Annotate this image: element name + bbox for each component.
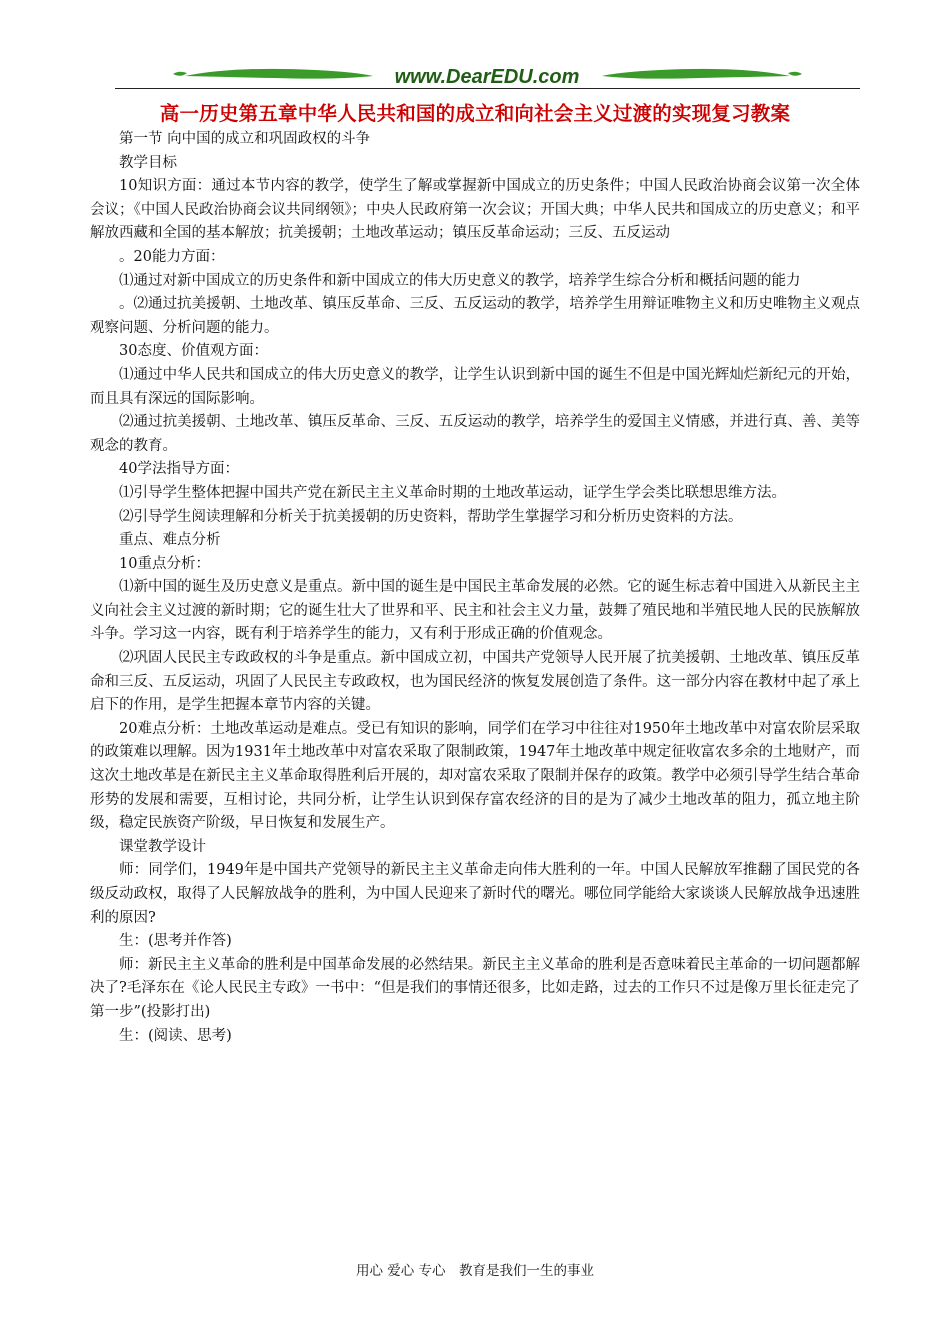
paragraph: ⑴新中国的诞生及历史意义是重点。新中国的诞生是中国民主革命发展的必然。它的诞生标志着中国进入从新民主主义向社会主义过渡的新时期；它的诞生壮大了世界和平、民主和社会主义力量，鼓舞了殖民地和半殖民地人民的民族解放斗争。学习这一内容，既有利于培养学生的能力，又有利于形成正确的价值观念。: [90, 579, 860, 643]
dialogue-teacher: 师：同学们，1949年是中国共产党领导的新民主主义革命走向伟大胜利的一年。中国人民解放军推翻了国民党的各级反动政权，取得了人民解放战争的胜利，为中国人民迎来了新时代的曙光。哪位同学能给大家谈谈人民解放战争迅速胜利的原因?: [90, 862, 860, 926]
paragraph: ⑴通过对新中国成立的历史条件和新中国成立的伟大历史意义的教学，培养学生综合分析和概括问题的能力: [119, 272, 801, 289]
subheading-method: 40学法指导方面：: [119, 461, 239, 478]
page-footer: 用心 爱心 专心 教育是我们一生的事业: [355, 1263, 595, 1279]
subheading-attitude: 30态度、价值观方面：: [119, 343, 268, 360]
section-heading: 第一节 向中国的成立和巩固政权的斗争: [119, 131, 371, 147]
site-url-text: www.DearEDU.com: [394, 66, 580, 88]
paragraph: ⑵通过抗美援朝、土地改革、镇压反革命、三反、五反运动的教学，培养学生的爱国主义情感，并进行真、善、美等观念的教育。: [90, 414, 860, 454]
paragraph: 10知识方面：通过本节内容的教学，使学生了解或掌握新中国成立的历史条件；中国人民政治协商会议第一次全体会议；《中国人民政治协商会议共同纲领》；中央人民政府第一次会议；开国大典；中华人民共和国成立的历史意义；和平解放西藏和全国的基本解放；抗美援朝；土地改革运动；镇压反革命运动；三反、五反运动: [90, 178, 860, 242]
document-body: [90, 128, 860, 1048]
dialogue-student: 生：(阅读、思考): [119, 1027, 232, 1044]
subheading-class-design: 课堂教学设计: [119, 838, 206, 855]
paragraph: ⑴通过中华人民共和国成立的伟大历史意义的教学，让学生认识到新中国的诞生不但是中国光辉灿烂新纪元的开始，而且具有深远的国际影响。: [90, 366, 860, 407]
dialogue-student: 生：(思考并作答): [119, 933, 232, 950]
header-divider: [115, 88, 860, 89]
right-swoosh-tip: [788, 72, 802, 76]
dialogue-teacher: 师：新民主主义革命的胜利是中国革命发展的必然结果。新民主主义革命的胜利是否意味着民主革命的一切问题都解决了?毛泽东在《论人民民主专政》一书中：“但是我们的事情还很多，比如走路，过去的工作只不过是像万里长征走完了第一步”(投影打出): [90, 956, 860, 1020]
paragraph: 20难点分析：土地改革运动是难点。受已有知识的影响，同学们在学习中往往对1950年土地改革中对富农阶层采取的政策难以理解。因为1931年土地改革中对富农采取了限制政策，1947年土地改革中规定征收富农多余的土地财产，而这次土地改革是在新民主主义革命取得胜利后开展的，却对富农采取了限制并保存的政策。教学中必须引导学生结合革命形势的发展和需要，互相讨论，共同分析，让学生认识到保存富农经济的目的是为了减少土地改革的阻力，孤立地主阶级，稳定民族资产阶级，早日恢复和发展生产。: [90, 720, 860, 832]
document-title: 高一历史第五章中华人民共和国的成立和向社会主义过渡的实现复习教案: [159, 102, 791, 125]
subheading-ability: 。20能力方面：: [119, 248, 225, 265]
left-swoosh: [185, 69, 373, 79]
paragraph: ⑴引导学生整体把握中国共产党在新民主主义革命时期的土地改革运动，证学生学会类比联想思维方法。: [119, 484, 786, 501]
paragraph: ⑵引导学生阅读理解和分析关于抗美援朝的历史资料，帮助学生掌握学习和分析历史资料的方法。: [119, 508, 743, 525]
paragraph: ⑵巩固人民民主专政政权的斗争是重点。新中国成立初，中国共产党领导人民开展了抗美援朝、土地改革、镇压反革命和三反、五反运动，巩固了人民民主专政政权，也为国民经济的恢复发展创造了条件。这一部分内容在教材中起了承上启下的作用，是学生把握本章节内容的关键。: [90, 650, 860, 714]
left-swoosh-tip: [173, 72, 187, 76]
subheading-key-points: 重点、难点分析: [119, 532, 221, 549]
subheading-teaching-goals: 教学目标: [119, 154, 177, 171]
right-swoosh: [602, 69, 790, 79]
subheading-key-analysis: 10重点分析：: [119, 555, 210, 572]
paragraph: 。⑵通过抗美援朝、土地改革、镇压反革命、三反、五反运动的教学，培养学生用辩证唯物主义和历史唯物主义观点观察问题、分析问题的能力。: [90, 296, 860, 336]
